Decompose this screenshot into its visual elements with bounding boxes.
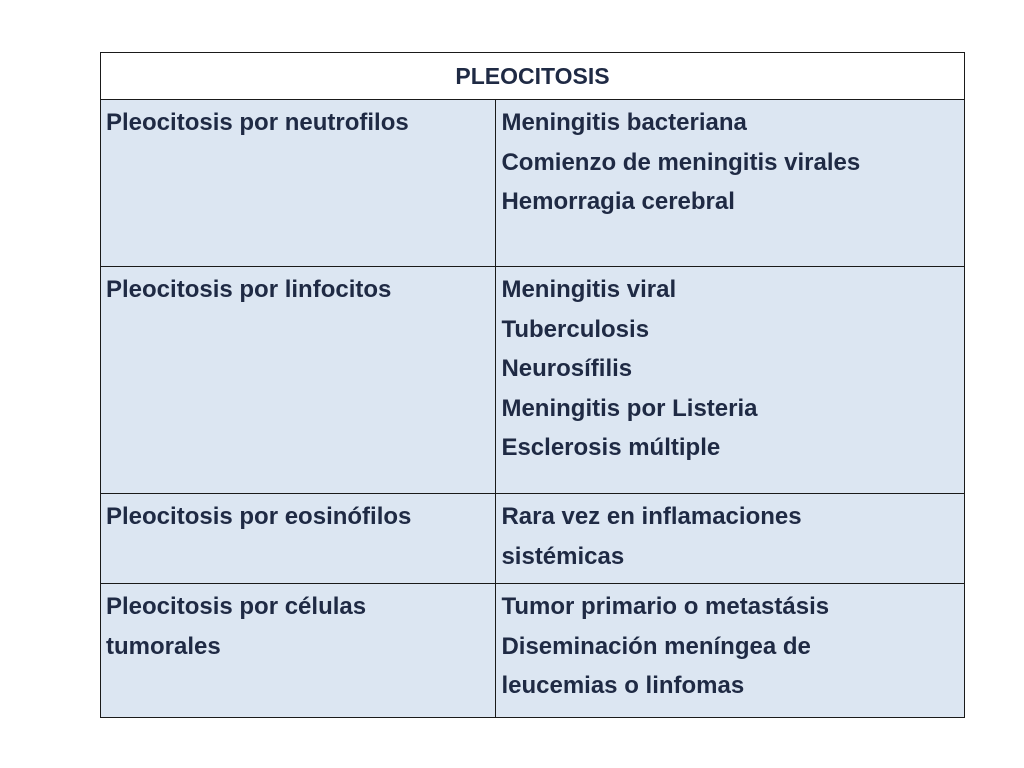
- conditions-cell: [496, 100, 965, 267]
- condition-item: Tuberculosis: [501, 315, 650, 343]
- table-title: PLEOCITOSIS: [455, 63, 610, 89]
- pleocytosis-type-cell: [101, 494, 496, 584]
- pleocytosis-type-cell: [101, 584, 496, 718]
- table-row: [101, 584, 965, 718]
- condition-item: Hemorragia cerebral: [501, 188, 735, 215]
- pleocytosis-type: tumorales: [106, 632, 221, 660]
- pleocytosis-type: Pleocitosis por neutrofilos: [106, 109, 409, 136]
- pleocytosis-type-cell: [101, 100, 496, 267]
- condition-item: sistémicas: [501, 542, 625, 570]
- pleocytosis-type-cell: [101, 267, 496, 494]
- table-header-row: [101, 53, 965, 100]
- conditions-cell: [496, 494, 965, 584]
- condition-item: Esclerosis múltiple: [501, 434, 721, 461]
- table-row: [101, 100, 965, 267]
- table-title-cell: [101, 53, 965, 100]
- condition-item: Comienzo de meningitis virales: [501, 148, 861, 176]
- condition-item: Tumor primario o metastásis: [501, 593, 830, 620]
- pleocytosis-type: Pleocitosis por linfocitos: [106, 276, 392, 303]
- condition-item: Meningitis bacteriana: [501, 109, 747, 136]
- pleocytosis-type: Pleocitosis por eosinófilos: [106, 503, 412, 530]
- condition-item: Diseminación meníngea de: [501, 632, 811, 660]
- condition-item: Meningitis por Listeria: [501, 394, 758, 422]
- table-row: [101, 494, 965, 584]
- pleocitosis-table: [100, 52, 965, 718]
- conditions-cell: [496, 584, 965, 718]
- conditions-cell: [496, 267, 965, 494]
- condition-item: Rara vez en inflamaciones: [501, 503, 802, 530]
- condition-item: Neurosífilis: [501, 355, 633, 382]
- table-row: [101, 267, 965, 494]
- condition-item: Meningitis viral: [501, 276, 677, 303]
- pleocytosis-type: Pleocitosis por células: [106, 593, 367, 620]
- condition-item: leucemias o linfomas: [501, 672, 745, 699]
